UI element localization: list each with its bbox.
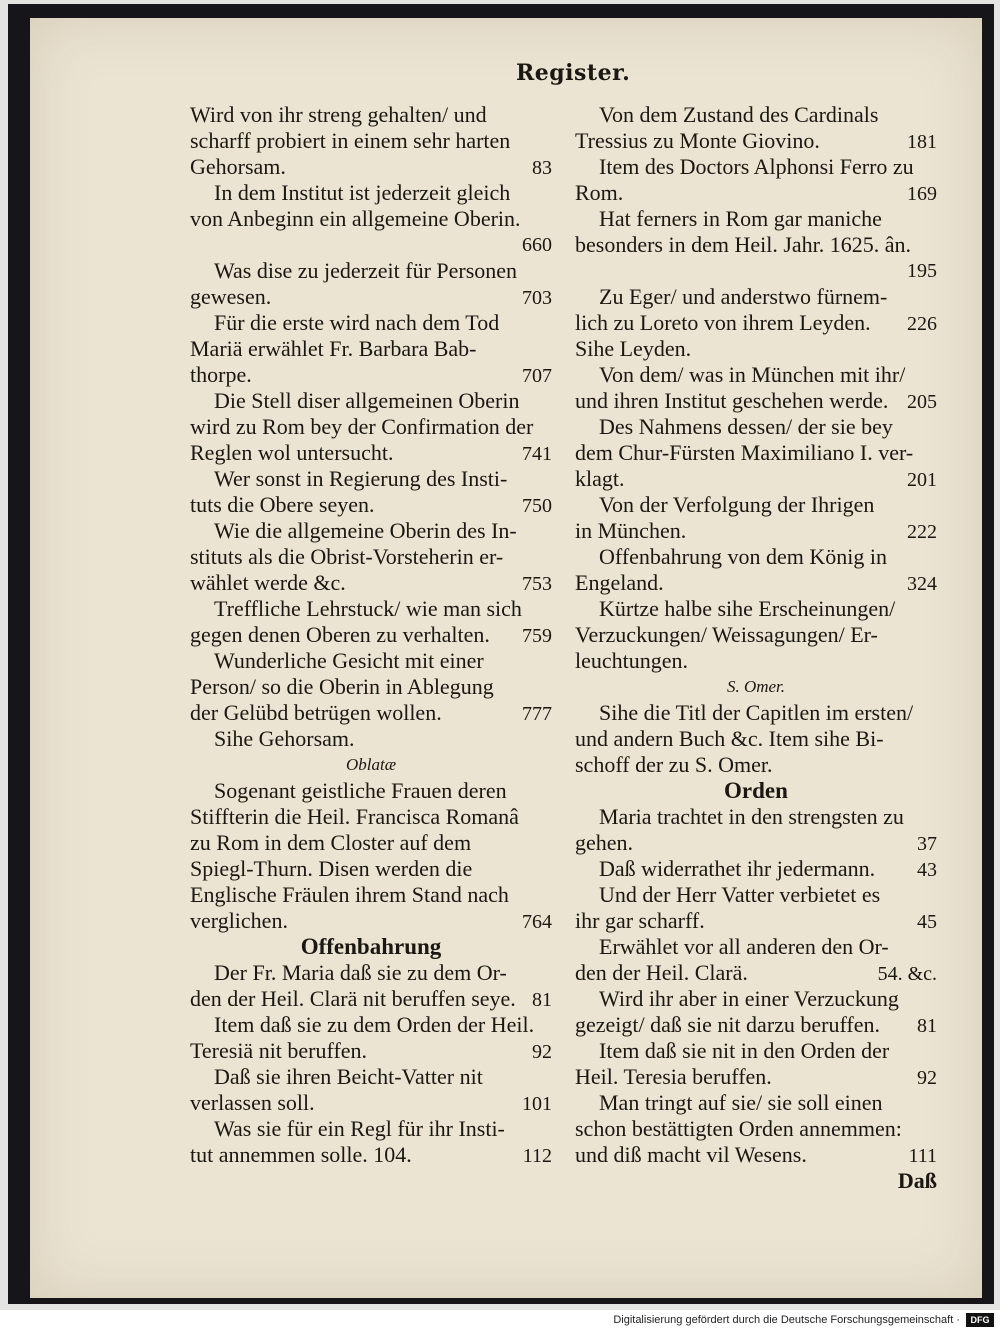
page-reference: 195: [907, 260, 937, 282]
entry-text: Und der Herr Vatter verbietet es: [599, 882, 881, 907]
entry-text: Gehorsam.: [190, 154, 286, 179]
index-line: [190, 232, 552, 258]
index-line: [575, 856, 937, 882]
entry-text: In dem Institut ist jederzeit gleich: [214, 180, 511, 205]
right-column: [575, 102, 937, 1194]
entry-text: S. Omer.: [726, 677, 786, 696]
index-line: [190, 102, 552, 128]
entry-text: verlassen soll.: [190, 1090, 315, 1115]
entry-text: Englische Fräulen ihrem Stand nach: [190, 882, 509, 907]
page-reference: 764: [522, 911, 552, 933]
entry-text: Der Fr. Maria daß sie zu dem Or-: [214, 960, 507, 985]
entry-text: Man tringt auf sie/ sie soll einen: [599, 1090, 883, 1115]
page-reference: 83: [532, 157, 552, 179]
index-line: [190, 960, 552, 986]
index-line: [190, 674, 552, 700]
entry-text: tut annemmen solle. 104.: [190, 1142, 412, 1167]
entry-text: Tressius zu Monte Giovino.: [575, 128, 820, 153]
index-line: [190, 1038, 552, 1064]
entry-text: wählet werde &c.: [190, 570, 346, 595]
index-line: [190, 336, 552, 362]
index-line: [190, 284, 552, 310]
entry-text: Rom.: [575, 180, 624, 205]
page-reference: 759: [522, 625, 552, 647]
index-line: [190, 778, 552, 804]
entry-text: dem Chur-Fürsten Maximiliano I. ver-: [575, 440, 914, 465]
index-line: [575, 752, 937, 778]
index-line: [190, 596, 552, 622]
page-reference: 81: [917, 1015, 937, 1037]
entry-text: gehen.: [575, 830, 634, 855]
index-line: [575, 232, 937, 258]
index-line: [575, 908, 937, 934]
page-reference: 37: [917, 833, 937, 855]
page-reference: 92: [917, 1067, 937, 1089]
page-reference: 226: [907, 313, 937, 335]
entry-text: Die Stell diser allgemeinen Oberin: [214, 388, 520, 413]
entry-text: scharff probiert in einem sehr harten: [190, 128, 511, 153]
entry-text: gegen denen Oberen zu verhalten.: [190, 622, 490, 647]
entry-text: Offenbahrung von dem König in: [599, 544, 887, 569]
index-line: [575, 414, 937, 440]
index-line: [190, 1090, 552, 1116]
index-line: [190, 908, 552, 934]
index-line: [575, 804, 937, 830]
entry-text: Oblatæ: [345, 755, 397, 774]
entry-text: Was sie für ein Regl für ihr Insti-: [214, 1116, 505, 1141]
index-line: [190, 700, 552, 726]
index-line: [575, 830, 937, 856]
index-line: [575, 388, 937, 414]
entry-text: Mariä erwählet Fr. Barbara Bab-: [190, 336, 477, 361]
index-line: [575, 128, 937, 154]
index-line: [575, 362, 937, 388]
page-reference: 741: [522, 443, 552, 465]
left-column: [190, 102, 552, 1168]
index-line: [575, 934, 937, 960]
entry-text: Reglen wol untersucht.: [190, 440, 394, 465]
page-reference: 111: [908, 1145, 937, 1167]
page-reference: 181: [907, 131, 937, 153]
index-line: [190, 830, 552, 856]
page-reference: 324: [907, 573, 937, 595]
index-line: [190, 986, 552, 1012]
entry-text: Heil. Teresia beruffen.: [575, 1064, 772, 1089]
index-line: [575, 1142, 937, 1168]
index-line: [575, 882, 937, 908]
entry-text: verglichen.: [190, 908, 288, 933]
running-head: Register.: [516, 60, 631, 86]
index-line: [575, 258, 937, 284]
index-line: [575, 466, 937, 492]
index-line: [575, 180, 937, 206]
index-line: [575, 206, 937, 232]
entry-text: den der Heil. Clarä nit beruffen seye.: [190, 986, 516, 1011]
index-line: [575, 674, 937, 700]
index-line: [575, 1038, 937, 1064]
index-line: [575, 336, 937, 362]
index-line: [190, 388, 552, 414]
entry-text: Stiffterin die Heil. Francisca Romanâ: [190, 804, 519, 829]
entry-text: Wird ihr aber in einer Verzuckung: [599, 986, 899, 1011]
index-line: [190, 570, 552, 596]
index-line: [190, 1064, 552, 1090]
index-line: [190, 804, 552, 830]
entry-text: Verzuckungen/ Weissagungen/ Er-: [575, 622, 878, 647]
index-line: [190, 648, 552, 674]
entry-text: Sihe Leyden.: [575, 336, 692, 361]
index-line: [190, 492, 552, 518]
dfg-logo: DFG: [966, 1313, 994, 1327]
index-line: [190, 258, 552, 284]
page-reference: 750: [522, 495, 552, 517]
index-line: [190, 466, 552, 492]
page-reference: 101: [522, 1093, 552, 1115]
entry-text: und andern Buch &c. Item sihe Bi-: [575, 726, 884, 751]
index-line: [575, 1064, 937, 1090]
index-line: [190, 362, 552, 388]
entry-text: Maria trachtet in den strengsten zu: [599, 804, 904, 829]
index-line: [190, 440, 552, 466]
index-line: [190, 1116, 552, 1142]
index-line: [190, 414, 552, 440]
entry-text: Zu Eger/ und anderstwo fürnem-: [599, 284, 888, 309]
entry-text: Wie die allgemeine Oberin des In-: [214, 518, 517, 543]
entry-text: Item daß sie nit in den Orden der: [599, 1038, 890, 1063]
page-reference: 660: [522, 234, 552, 256]
index-line: [190, 1142, 552, 1168]
entry-text: Item daß sie zu dem Orden der Heil.: [214, 1012, 535, 1037]
page-reference: 112: [522, 1145, 552, 1167]
index-line: [190, 518, 552, 544]
entry-text: schon bestättigten Orden annemmen:: [575, 1116, 902, 1141]
index-line: [190, 934, 552, 960]
entry-text: Wer sonst in Regierung des Insti-: [214, 466, 508, 491]
index-line: [575, 492, 937, 518]
entry-text: tuts die Obere seyen.: [190, 492, 375, 517]
index-line: [575, 1090, 937, 1116]
index-line: [575, 570, 937, 596]
index-line: [190, 882, 552, 908]
index-line: [575, 544, 937, 570]
entry-text: Des Nahmens dessen/ der sie bey: [599, 414, 893, 439]
page-reference: 43: [917, 859, 937, 881]
footer-credit: Digitalisierung gefördert durch die Deutsche Forschungsgemeinschaft ·: [613, 1314, 960, 1326]
entry-text: Erwählet vor all anderen den Or-: [599, 934, 889, 959]
entry-text: Offenbahrung: [300, 934, 442, 959]
index-line: [575, 700, 937, 726]
index-line: [575, 310, 937, 336]
entry-text: und diß macht vil Wesens.: [575, 1142, 807, 1167]
index-line: [575, 986, 937, 1012]
entry-text: Spiegl-Thurn. Disen werden die: [190, 856, 473, 881]
index-line: [575, 726, 937, 752]
page-reference: 222: [907, 521, 937, 543]
entry-text: und ihren Institut geschehen werde.: [575, 388, 889, 413]
entry-text: Engeland.: [575, 570, 664, 595]
page-reference: 81: [532, 989, 552, 1011]
index-line: [575, 1012, 937, 1038]
page-reference: 703: [522, 287, 552, 309]
index-line: [575, 960, 937, 986]
index-line: [575, 622, 937, 648]
page-reference: 92: [532, 1041, 552, 1063]
entry-text: schoff der zu S. Omer.: [575, 752, 773, 777]
index-line: [190, 856, 552, 882]
index-line: [190, 1012, 552, 1038]
entry-text: Hat ferners in Rom gar maniche: [599, 206, 882, 231]
index-line: [575, 648, 937, 674]
index-line: [575, 1116, 937, 1142]
index-line: [190, 180, 552, 206]
entry-text: Daß sie ihren Beicht-Vatter nit: [214, 1064, 483, 1089]
entry-text: in München.: [575, 518, 687, 543]
index-line: [190, 128, 552, 154]
index-line: [190, 544, 552, 570]
page-reference: 753: [522, 573, 552, 595]
entry-text: Person/ so die Oberin in Ablegung: [190, 674, 494, 699]
entry-text: wird zu Rom bey der Confirmation der: [190, 414, 534, 439]
entry-text: Kürtze halbe sihe Erscheinungen/: [599, 596, 896, 621]
page-reference: 54. &c.: [877, 963, 937, 985]
index-line: [190, 206, 552, 232]
index-line: [190, 310, 552, 336]
entry-text: zu Rom in dem Closter auf dem: [190, 830, 472, 855]
index-line: [190, 154, 552, 180]
entry-text: thorpe.: [190, 362, 252, 387]
entry-text: Treffliche Lehrstuck/ wie man sich: [214, 596, 522, 621]
entry-text: ihr gar scharff.: [575, 908, 705, 933]
page-reference: 205: [907, 391, 937, 413]
entry-text: der Gelübd betrügen wollen.: [190, 700, 442, 725]
entry-text: Teresiä nit beruffen.: [190, 1038, 368, 1063]
entry-text: Sihe die Titl der Capitlen im ersten/: [599, 700, 914, 725]
entry-text: leuchtungen.: [575, 648, 689, 673]
index-line: [575, 518, 937, 544]
entry-text: Daß widerrathet ihr jedermann.: [599, 856, 876, 881]
entry-text: Von dem Zustand des Cardinals: [599, 102, 879, 127]
page-reference: 777: [522, 703, 552, 725]
index-line: [190, 726, 552, 752]
index-line: [575, 1168, 937, 1194]
page-reference: 169: [907, 183, 937, 205]
entry-text: Sogenant geistliche Frauen deren: [214, 778, 507, 803]
entry-text: klagt.: [575, 466, 625, 491]
index-line: [575, 154, 937, 180]
entry-text: Orden: [724, 778, 788, 803]
entry-text: Sihe Gehorsam.: [214, 726, 355, 751]
entry-text: Was dise zu jederzeit für Personen: [214, 258, 518, 283]
entry-text: Wunderliche Gesicht mit einer: [214, 648, 484, 673]
index-line: [190, 752, 552, 778]
index-line: [190, 622, 552, 648]
entry-text: Von dem/ was in München mit ihr/: [599, 362, 906, 387]
page-reference: 201: [907, 469, 937, 491]
entry-text: Von der Verfolgung der Ihrigen: [599, 492, 875, 517]
entry-text: lich zu Loreto von ihrem Leyden.: [575, 310, 871, 335]
index-line: [575, 440, 937, 466]
index-line: [575, 778, 937, 804]
entry-text: gezeigt/ daß sie nit darzu beruffen.: [575, 1012, 881, 1037]
entry-text: Wird von ihr streng gehalten/ und: [190, 102, 487, 127]
index-line: [575, 596, 937, 622]
entry-text: stituts als die Obrist-Vorsteherin er-: [190, 544, 504, 569]
page-reference: 707: [522, 365, 552, 387]
entry-text: Für die erste wird nach dem Tod: [214, 310, 500, 335]
entry-text: den der Heil. Clarä.: [575, 960, 748, 985]
entry-text: gewesen.: [190, 284, 272, 309]
index-line: [575, 284, 937, 310]
entry-text: Item des Doctors Alphonsi Ferro zu: [599, 154, 914, 179]
page-reference: 45: [917, 911, 937, 933]
entry-text: von Anbeginn ein allgemeine Oberin.: [190, 206, 521, 231]
index-line: [575, 102, 937, 128]
entry-text: Daß: [897, 1168, 937, 1193]
entry-text: besonders in dem Heil. Jahr. 1625. ân.: [575, 232, 912, 257]
